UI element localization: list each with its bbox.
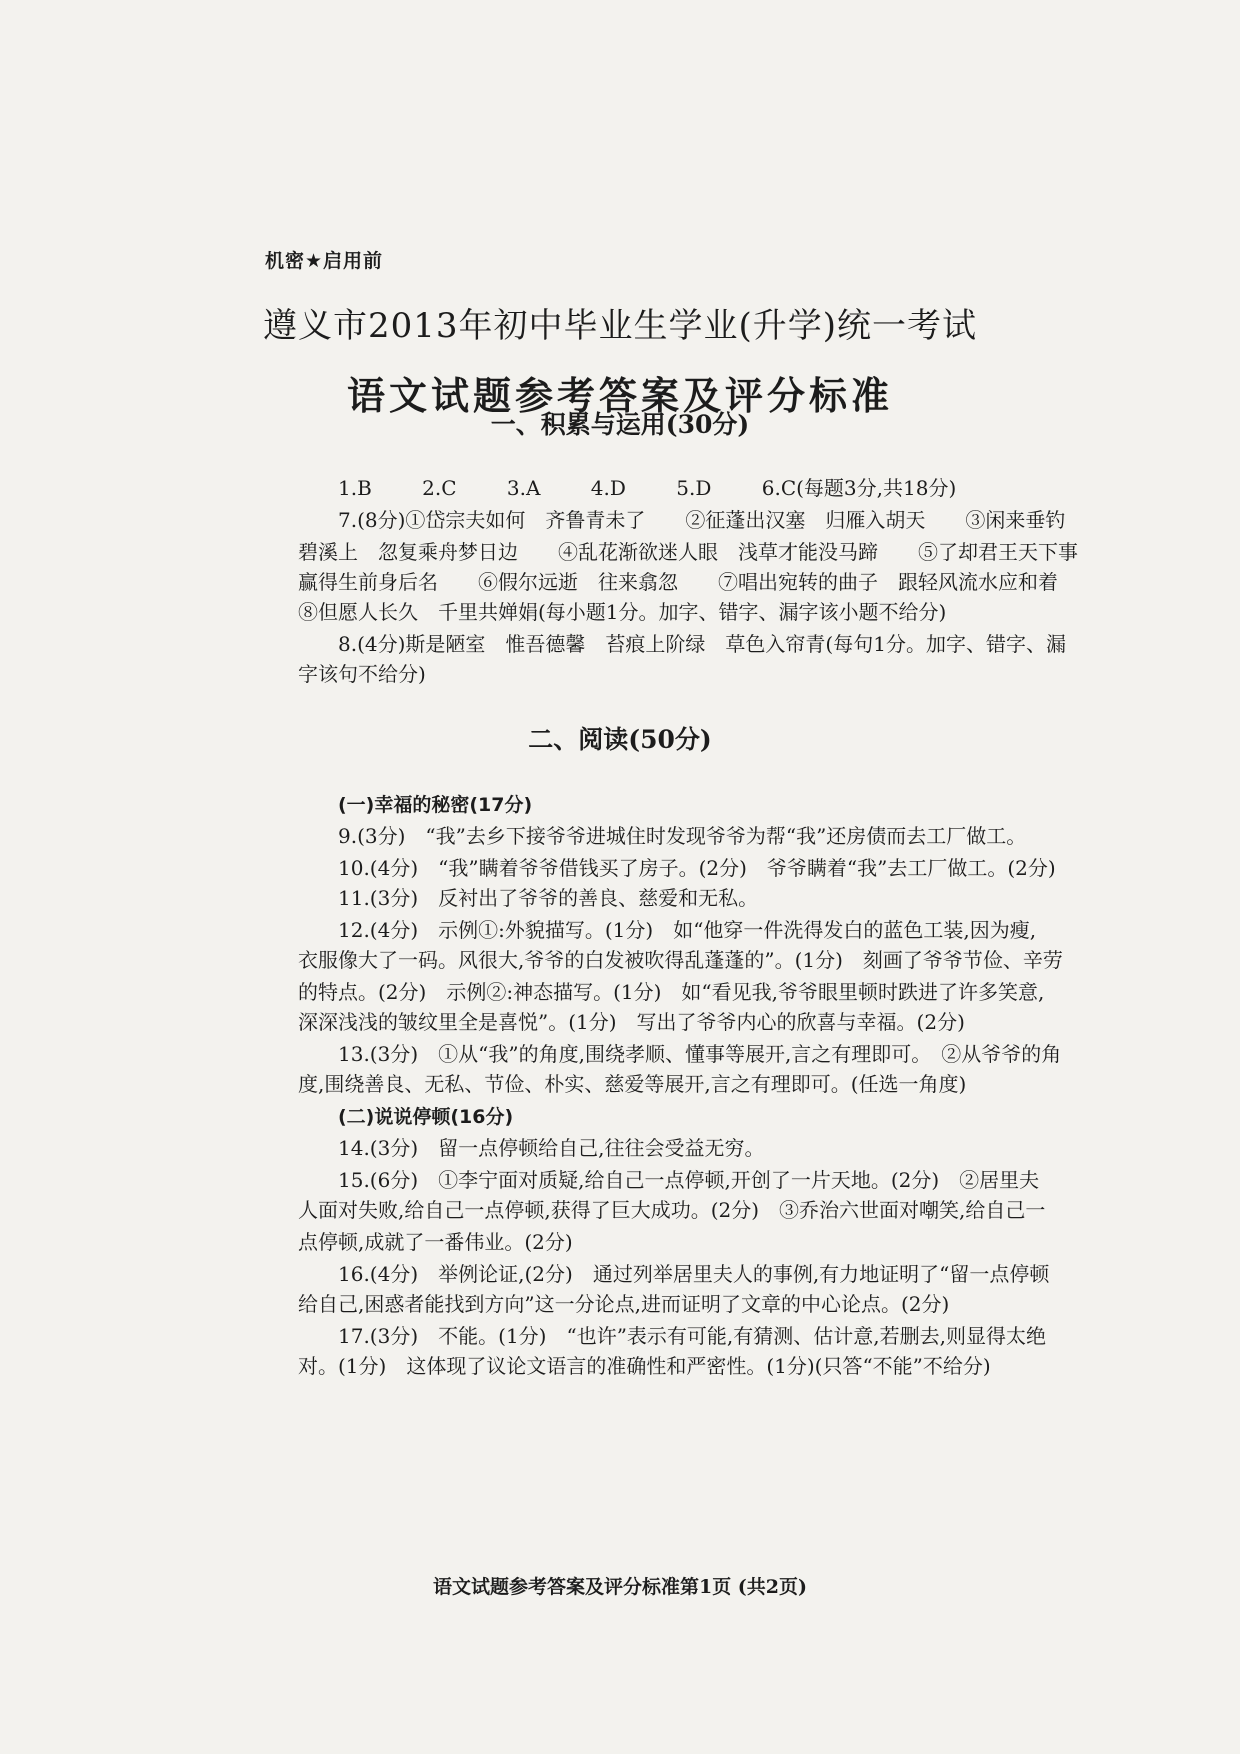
answer-line: 10.(4分) “我”瞒着爷爷借钱买了房子。(2分) 爷爷瞒着“我”去工厂做工。(2分) [338, 856, 1056, 880]
answer-line: 点停顿,成就了一番伟业。(2分) [298, 1230, 573, 1254]
answer-line: 11.(3分) 反衬出了爷爷的善良、慈爱和无私。 [338, 886, 759, 910]
answer-line: 9.(3分) “我”去乡下接爷爷进城住时发现爷爷为帮“我”还房债而去工厂做工。 [338, 824, 1027, 848]
answer-7-line: 赢得生前身后名 ⑥假尔远逝 往来翕忽 ⑦唱出宛转的曲子 跟轻风流水应和着 [298, 570, 1058, 594]
answer-line: 衣服像大了一码。风很大,爷爷的白发被吹得乱蓬蓬的”。(1分) 刻画了爷爷节俭、辛劳 [298, 948, 1063, 972]
page-title: 遵义市2013年初中毕业生学业(升学)统一考试 [262, 306, 978, 346]
part1-title: (一)幸福的秘密(17分) [338, 794, 533, 816]
answer-7-line: 碧溪上 忽复乘舟梦日边 ④乱花渐欲迷人眼 浅草才能没马蹄 ⑤了却君王天下事 [298, 540, 1078, 564]
answer-6: 6.C(每题3分,共18分) [761, 476, 957, 500]
answer-4: 4.D [590, 476, 626, 500]
confidential-label: 机密★启用前 [265, 250, 384, 272]
answer-line: 12.(4分) 示例①:外貌描写。(1分) 如“他穿一件洗得发白的蓝色工装,因为瘦, [338, 918, 1037, 942]
answer-line: 给自己,困惑者能找到方向”这一分论点,进而证明了文章的中心论点。(2分) [298, 1292, 950, 1316]
section1-heading: 一、积累与运用(30分) [490, 410, 750, 439]
answer-7-line: 7.(8分)①岱宗夫如何 齐鲁青未了 ②征蓬出汉塞 归雁入胡天 ③闲来垂钓 [338, 508, 1066, 532]
page-subtitle: 语文试题参考答案及评分标准 [346, 373, 893, 418]
answer-line: 16.(4分) 举例论证,(2分) 通过列举居里夫人的事例,有力地证明了“留一点停顿 [338, 1262, 1050, 1286]
answer-line: 15.(6分) ①李宁面对质疑,给自己一点停顿,开创了一片天地。(2分) ②居里夫 [338, 1168, 1040, 1192]
answer-line: 对。(1分) 这体现了议论文语言的准确性和严密性。(1分)(只答“不能”不给分) [298, 1354, 991, 1378]
section2-heading: 二、阅读(50分) [528, 725, 712, 754]
page-footer: 语文试题参考答案及评分标准第1页 (共2页) [432, 1576, 808, 1598]
answer-line: 的特点。(2分) 示例②:神态描写。(1分) 如“看见我,爷爷眼里顿时跌进了许多笑意, [298, 980, 1045, 1004]
answer-3: 3.A [506, 476, 541, 500]
part2-title: (二)说说停顿(16分) [338, 1106, 514, 1128]
answer-7-line: ⑧但愿人长久 千里共婵娟(每小题1分。加字、错字、漏字该小题不给分) [298, 600, 947, 624]
answer-5: 5.D [676, 476, 712, 500]
answer-line: 17.(3分) 不能。(1分) “也许”表示有可能,有猜测、估计意,若删去,则显得太绝 [338, 1324, 1046, 1348]
answer-8-line: 字该句不给分) [298, 662, 426, 686]
answer-line: 度,围绕善良、无私、节俭、朴实、慈爱等展开,言之有理即可。(任选一角度) [298, 1072, 967, 1096]
answers-1-6 [338, 474, 956, 502]
answer-1: 1.B [338, 476, 372, 500]
answer-8-line: 8.(4分)斯是陋室 惟吾德馨 苔痕上阶绿 草色入帘青(每句1分。加字、错字、漏 [338, 632, 1066, 656]
answer-line: 14.(3分) 留一点停顿给自己,往往会受益无穷。 [338, 1136, 765, 1160]
answer-2: 2.C [422, 476, 457, 500]
answer-line: 人面对失败,给自己一点停顿,获得了巨大成功。(2分) ③乔治六世面对嘲笑,给自己一 [298, 1198, 1046, 1222]
answer-line: 13.(3分) ①从“我”的角度,围绕孝顺、懂事等展开,言之有理即可。 ②从爷爷的角 [338, 1042, 1062, 1066]
answer-line: 深深浅浅的皱纹里全是喜悦”。(1分) 写出了爷爷内心的欣喜与幸福。(2分) [298, 1010, 965, 1034]
